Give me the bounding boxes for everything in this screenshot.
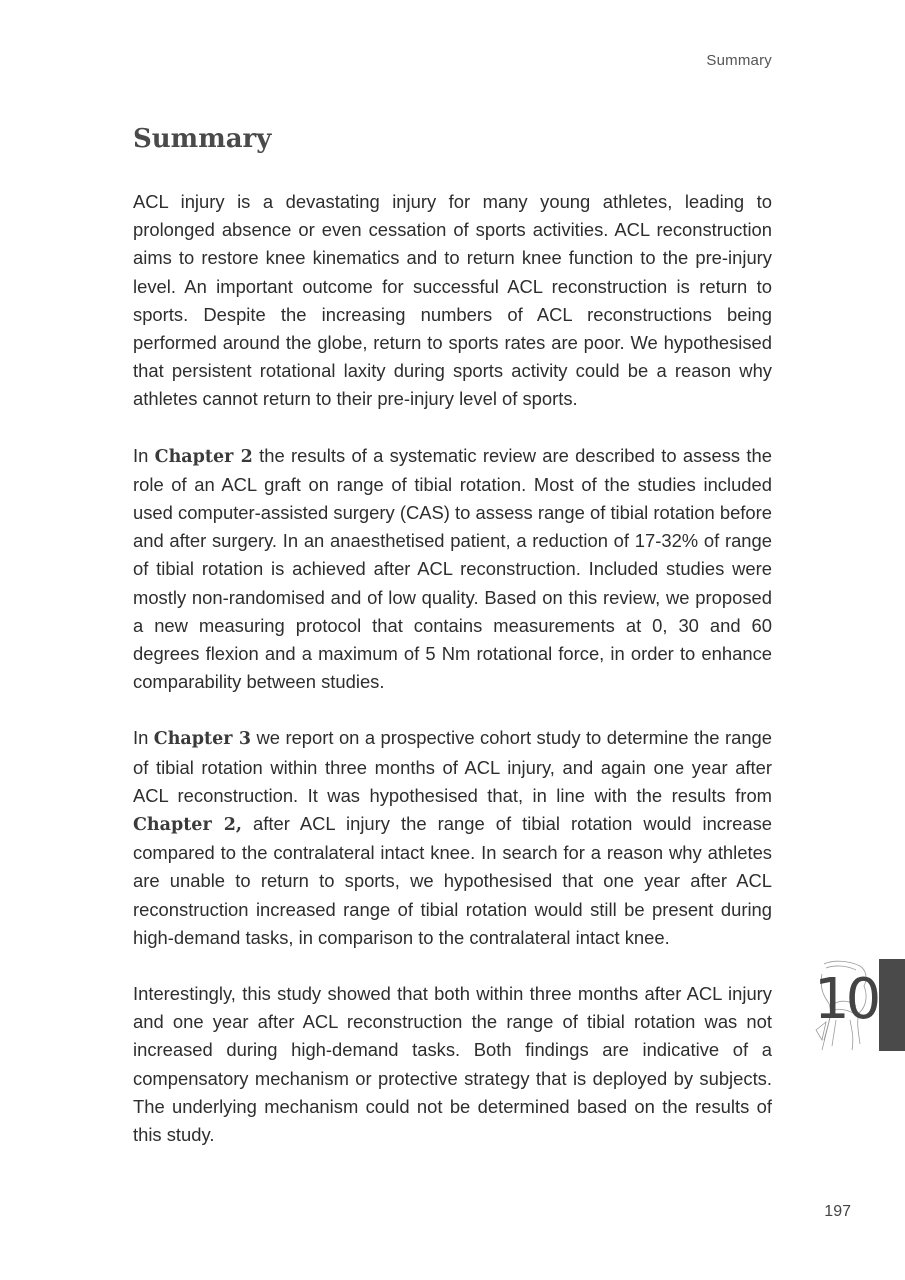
paragraph — [133, 188, 772, 414]
paragraph-text: we report on a prospective cohort study to determine the range of tibial rotation within three months of ACL injury, and again one year after ACL reconstruction. It was hypothesised that, in line with the results from — [133, 727, 772, 806]
paragraph-text: after ACL injury the range of tibial rotation would increase compared to the contralateral intact knee. In search for a reason why athletes are unable to return to sports, we hypothesised that one year after ACL reconstruction increased range of tibial rotation would still be present during high-demand tasks, in comparison to the contralateral intact knee. — [133, 813, 773, 948]
page-number: 197 — [824, 1203, 851, 1220]
paragraph-text: Interestingly, this study showed that both within three months after ACL injury and one year after ACL reconstruction the range of tibial rotation was not increased during high-demand tasks. Both findings are indicative of a compensatory mechanism or protective strategy that is deployed by subjects. The underlying mechanism could not be determined based on the results of this study. — [133, 983, 772, 1146]
chapter-reference: Chapter 2, — [133, 815, 242, 836]
chapter-reference: Chapter 2 — [154, 446, 253, 467]
paragraph-text: the results of a systematic review are described to assess the role of an ACL graft on range of tibial rotation. Most of the studies included used computer-assisted surgery (CAS) to assess range of tibial rotation before and after surgery. In an anaesthetised patient, a reduction of 17-32% of range of tibial rotation is achieved after ACL reconstruction. Included studies were mostly non-randomised and of low quality. Based on this review, we proposed a new measuring protocol that contains measurements at 0, 30 and 60 degrees flexion and a maximum of 5 Nm rotational force, in order to enhance comparability between studies. — [133, 444, 772, 693]
page-title: Summary — [133, 124, 272, 154]
body-text — [133, 188, 772, 1177]
paragraph-text: In — [133, 727, 154, 749]
paragraph-text: In — [133, 444, 155, 466]
paragraph — [133, 724, 772, 952]
paragraph — [133, 980, 772, 1149]
chapter-reference: Chapter 3 — [153, 729, 252, 750]
running-header: Summary — [706, 52, 772, 69]
paragraph-text: ACL injury is a devastating injury for many young athletes, leading to prolonged absence or even cessation of sports activities. ACL reconstruction aims to restore knee kinematics and to return knee function to the pre-injury level. An important outcome for successful ACL reconstruction is return to sports. Despite the increasing numbers of ACL reconstructions being performed around the globe, return to sports rates are poor. We hypothesised that persistent rotational laxity during sports activity could be a reason why athletes cannot return to their pre-injury level of sports. — [133, 191, 772, 410]
paragraph — [133, 442, 772, 697]
chapter-number: 10 — [814, 967, 878, 1032]
chapter-marker — [810, 960, 882, 1052]
chapter-tab — [879, 959, 905, 1051]
